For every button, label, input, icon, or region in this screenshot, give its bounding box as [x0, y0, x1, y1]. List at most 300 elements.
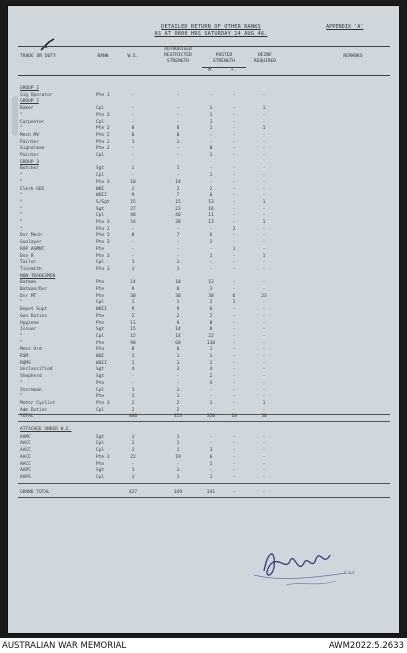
table-row [8, 347, 399, 353]
signature-caption: Capt [344, 571, 355, 576]
table-row [8, 254, 399, 260]
cell-rank: Pte [96, 320, 105, 326]
table-row [8, 120, 399, 126]
table-row [8, 300, 399, 306]
cell-name: Dsn R [20, 253, 34, 259]
cell-ar: 1 [176, 260, 180, 266]
group-heading [8, 160, 399, 166]
cell-name: " [20, 333, 23, 339]
cell-rank: Pte [96, 340, 105, 346]
table-row [8, 441, 399, 447]
cell-rank: Pte [96, 280, 105, 286]
cell-pf: - [232, 280, 236, 286]
cell-ar: 2 [176, 400, 180, 406]
grand-total-pm: 341 [206, 489, 216, 495]
cell-name: Gunlayer [20, 240, 42, 246]
cell-we: 30 [130, 293, 136, 299]
cell-dr: - [262, 233, 266, 239]
cell-name: " [20, 220, 23, 225]
cell-we: 90 [130, 340, 136, 346]
cell-dr: - [262, 354, 266, 359]
cell-ar: - [176, 461, 180, 467]
cell-rank: Sgt [96, 468, 105, 474]
footer-institution: AUSTRALIAN WAR MEMORIAL [2, 641, 127, 651]
table-row [8, 267, 399, 273]
cell-name: Motor Cyclist [20, 400, 56, 406]
cell-name: " [20, 394, 23, 400]
cell-rank: Pte [96, 287, 105, 292]
cell-name: Carpenter [20, 119, 45, 125]
cell-rank: Pte 3 [96, 233, 110, 239]
cell-ar: 323 [173, 414, 183, 420]
cell-pf: - [232, 407, 236, 413]
table-row [8, 187, 399, 193]
cell-rank: Sgt [96, 434, 105, 440]
cell-pf: - [232, 153, 236, 158]
cell-we: 54 [130, 220, 136, 225]
cell-we: 15 [130, 333, 136, 339]
cell-pm: 2 [209, 240, 213, 246]
total-rule [18, 483, 390, 484]
grand-total-name: GRAND TOTAL [20, 489, 50, 495]
col-header-posted-f: F. [231, 68, 237, 73]
cell-dr: - [262, 153, 266, 158]
cell-dr: - [262, 166, 266, 172]
cell-pm: 1 [209, 153, 213, 158]
cell-rank: Cpl [96, 448, 105, 454]
cell-dr: 30 [261, 414, 267, 420]
cell-rank: Pte [96, 461, 105, 467]
cell-ar: 1 [176, 434, 180, 440]
grand-total-we: 427 [128, 489, 138, 495]
table-row [8, 227, 399, 233]
cell-rank: Cpl [96, 213, 105, 219]
cell-ar: 40 [175, 213, 181, 219]
cell-rank: Pte 2 [96, 112, 110, 118]
col-header-deinf-2: REQUIRED [253, 59, 277, 64]
total-rule [18, 421, 390, 422]
cell-rank: WOI [96, 186, 105, 192]
cell-ar: - [176, 246, 180, 252]
cell-pm: 4 [209, 367, 213, 373]
cell-ar: - [176, 112, 180, 118]
cell-pf: - [232, 380, 236, 386]
cell-pf: - [232, 441, 236, 447]
cell-dr: - [262, 287, 266, 292]
cell-rank: WOI [96, 354, 105, 359]
cell-dr: 1 [262, 126, 266, 132]
cell-pm: - [209, 246, 213, 252]
cell-name: Mech MV [20, 132, 39, 138]
cell-name: Gen Duties [20, 313, 48, 319]
cell-ar: 18 [175, 179, 181, 185]
cell-we: 9 [131, 193, 135, 199]
cell-pf: 2 [232, 226, 236, 232]
cell-pm: 16 [208, 206, 214, 212]
cell-pm: - [209, 434, 213, 440]
cell-pf: 10 [231, 414, 237, 420]
table-row [8, 388, 399, 394]
cell-we: 2 [131, 313, 135, 319]
cell-we: 1 [131, 300, 135, 306]
cell-ar: 1 [176, 441, 180, 447]
cell-pf: - [232, 199, 236, 205]
cell-pm: 6 [209, 307, 213, 313]
table-row [8, 354, 399, 360]
cell-we: - [131, 253, 135, 259]
cell-we: 14 [130, 280, 136, 286]
cell-ar: - [176, 380, 180, 386]
cell-rank: Cpl [96, 260, 105, 266]
cell-name: " [20, 112, 23, 118]
footer-accession-number: AWM2022.5.2633 [328, 641, 404, 651]
cell-pm: - [209, 139, 213, 145]
cell-ar: 23 [175, 206, 181, 212]
cell-pm: 13 [208, 280, 214, 286]
cell-ar: 2 [176, 186, 180, 192]
cell-pf: - [232, 313, 236, 319]
cell-we: 1 [131, 474, 135, 480]
cell-pf: - [232, 400, 236, 406]
cell-ar: 19 [175, 454, 181, 460]
cell-ar: 14 [175, 327, 181, 333]
cell-dr: - [262, 173, 266, 179]
cell-ar: 1 [176, 266, 180, 272]
cell-dr: - [262, 179, 266, 185]
cell-dr: - [262, 92, 266, 98]
cell-we: 1 [131, 354, 135, 359]
cell-pm: - [209, 407, 213, 413]
cell-rank: Pte 3 [96, 454, 110, 460]
cell-we: 15 [130, 327, 136, 333]
cell-dr: - [262, 461, 266, 467]
cell-rank: Cpl [96, 407, 105, 413]
cell-pf: - [232, 132, 236, 138]
cell-pf: - [232, 347, 236, 353]
cell-ar: 1 [176, 354, 180, 359]
cell-rank: Pte 3 [96, 400, 110, 406]
table-row [8, 475, 399, 481]
cell-we: 8 [131, 233, 135, 239]
table-row [8, 381, 399, 387]
table-row [8, 133, 399, 139]
cell-we: - [131, 246, 135, 252]
cell-pm: 320 [206, 414, 216, 420]
cell-name: Shepherd [20, 374, 42, 380]
cell-we: 400 [128, 414, 138, 420]
cell-pf: - [232, 112, 236, 118]
cell-dr: - [262, 246, 266, 252]
cell-pf: - [232, 340, 236, 346]
cell-rank: Cpl [96, 333, 105, 339]
cell-we: 8 [131, 126, 135, 132]
cell-rank: Cpl [96, 173, 105, 179]
cell-rank: Sgt [96, 327, 105, 333]
table-row [8, 220, 399, 226]
table-row [8, 113, 399, 119]
cell-pm: 3 [209, 287, 213, 292]
table-row [8, 314, 399, 320]
cell-pf: - [232, 106, 236, 112]
cell-ar: 8 [176, 132, 180, 138]
grand-total-ar: 349 [173, 489, 183, 495]
cell-dr: - [262, 441, 266, 447]
cell-dr: - [262, 213, 266, 219]
cell-pf: - [232, 454, 236, 460]
cell-name: TOTAL [20, 414, 34, 420]
grand-total-dr: - [262, 489, 266, 495]
cell-name: GROUP 2 [20, 99, 39, 105]
cell-pm: 13 [208, 220, 214, 225]
cell-we: 1 [131, 468, 135, 474]
cell-pf: - [232, 186, 236, 192]
cell-we: - [131, 226, 135, 232]
table-row [8, 435, 399, 441]
cell-ar: 7 [176, 193, 180, 199]
cell-dr: 23 [261, 293, 267, 299]
grand-total-row [8, 490, 399, 496]
cell-pm: - [209, 266, 213, 272]
cell-rank: Pte [96, 394, 105, 400]
cell-rank: Pte 3 [96, 179, 110, 185]
cell-we: - [131, 380, 135, 386]
cell-name: NON-TRADESMEN [20, 273, 56, 279]
group-heading [8, 99, 399, 105]
cell-name: AACC [20, 461, 31, 467]
cell-we: 1 [131, 266, 135, 272]
cell-dr: - [262, 380, 266, 386]
cell-name: RQMS [20, 360, 31, 366]
cell-rank: Pte 3 [96, 240, 110, 246]
cell-dr: - [262, 146, 266, 152]
cell-pf: - [232, 206, 236, 212]
cell-name: Painter [20, 153, 39, 158]
cell-name: Baker [20, 106, 34, 112]
grand-total-pf: - [232, 489, 236, 495]
cell-name: Adm Duties [20, 407, 48, 413]
cell-pm: - [209, 92, 213, 98]
cell-dr: - [262, 448, 266, 454]
table-row [8, 374, 399, 380]
cell-pm: - [209, 387, 213, 393]
cell-name: " [20, 300, 23, 306]
cell-ar: - [176, 92, 180, 98]
cell-pm: 6 [209, 233, 213, 239]
cell-dr: - [262, 132, 266, 138]
cell-pm: - [209, 179, 213, 185]
cell-pm: - [209, 468, 213, 474]
table-row [8, 173, 399, 179]
cell-dr: 1 [262, 199, 266, 205]
table-row [8, 321, 399, 327]
cell-ar: - [176, 119, 180, 125]
cell-name: GROUP 3 [20, 159, 39, 165]
cell-name: GROUP I [20, 86, 39, 91]
cell-name: Tailor [20, 260, 37, 266]
cell-pm: 6 [209, 193, 213, 199]
cell-pf: - [232, 374, 236, 380]
table-row [8, 207, 399, 213]
cell-rank: Cpl [96, 153, 105, 158]
cell-pm: 8 [209, 327, 213, 333]
table-row [8, 233, 399, 239]
cell-we: 1 [131, 441, 135, 447]
cell-name: AACC [20, 441, 31, 447]
cell-ar: 1 [176, 139, 180, 145]
cell-dr: - [262, 313, 266, 319]
col-header-posted-1: POSTED [215, 53, 233, 58]
cell-we: - [131, 92, 135, 98]
cell-rank: Sgt [96, 374, 105, 380]
cell-dr: - [262, 454, 266, 460]
cell-pf: - [232, 327, 236, 333]
cell-ar: 3 [176, 367, 180, 373]
cell-pm: 1 [209, 474, 213, 480]
cell-pm: 2 [209, 313, 213, 319]
cell-pf: - [232, 448, 236, 454]
cell-we: 40 [130, 213, 136, 219]
cell-rank: Pte [96, 313, 105, 319]
cell-pm: 1 [209, 360, 213, 366]
cell-pf: - [232, 233, 236, 239]
cell-dr: - [262, 112, 266, 118]
cell-name: AACC [20, 448, 31, 454]
table-row [8, 146, 399, 152]
col-header-remarks: REMARKS [343, 54, 363, 59]
cell-dr: - [262, 226, 266, 232]
cell-name: Hygiene [20, 320, 39, 326]
cell-we: - [131, 153, 135, 158]
cell-ar: 2 [176, 407, 180, 413]
cell-we: - [131, 146, 135, 152]
table-row [8, 455, 399, 461]
cell-pm: 8 [209, 146, 213, 152]
cell-rank: Pte 2 [96, 226, 110, 232]
table-row [8, 180, 399, 186]
cell-ar: - [176, 240, 180, 246]
cell-we: 18 [130, 179, 136, 185]
cell-dr: - [262, 468, 266, 474]
cell-dr: - [262, 266, 266, 272]
cell-name: Depot Supt [20, 307, 48, 313]
cell-pm: 3 [209, 448, 213, 454]
cell-pf: - [232, 307, 236, 313]
cell-we: 8 [131, 347, 135, 353]
cell-pm: 13 [208, 199, 214, 205]
cell-dr: - [262, 474, 266, 480]
table-row [8, 106, 399, 112]
cell-ar: 14 [175, 333, 181, 339]
cell-name: " [20, 340, 23, 346]
cell-pf: - [232, 193, 236, 199]
cell-name: AAPC [20, 468, 31, 474]
table-row [8, 408, 399, 414]
cell-pm: 1 [209, 173, 213, 179]
table-row [8, 140, 399, 146]
cell-name: Unclassified [20, 367, 53, 373]
cell-we: 1 [131, 260, 135, 266]
cell-rank: Pte 3 [96, 220, 110, 225]
cell-we: 15 [130, 199, 136, 205]
cell-pm: - [209, 166, 213, 172]
cell-name: " [20, 206, 23, 212]
cell-ar: 1 [176, 474, 180, 480]
col-header-posted-m: M. [208, 68, 214, 73]
cell-dr: - [262, 320, 266, 326]
cell-dr: - [262, 374, 266, 380]
cell-name: Issuer [20, 327, 37, 333]
group-heading [8, 86, 399, 92]
cell-name: AAMC [20, 434, 31, 440]
cell-we: 22 [130, 454, 136, 460]
cell-we: 1 [131, 387, 135, 393]
cell-name: AACC [20, 454, 31, 460]
cell-rank: Pte 3 [96, 266, 110, 272]
cell-ar: 1 [176, 387, 180, 393]
cell-we: 27 [130, 206, 136, 212]
cell-pf: - [232, 434, 236, 440]
document-header [8, 16, 399, 46]
cell-rank: Cpl [96, 441, 105, 447]
cell-name: Storeman [20, 387, 42, 393]
cell-rank: WOII [96, 307, 107, 313]
group-heading [8, 274, 399, 280]
cell-dr: - [262, 193, 266, 199]
table-row [8, 307, 399, 313]
total-row [8, 414, 399, 420]
cell-ar: 7 [176, 233, 180, 239]
cell-pf: - [232, 146, 236, 152]
cell-dr: - [262, 206, 266, 212]
cell-name: Tinsmith [20, 266, 42, 272]
cell-name: " [20, 199, 23, 205]
cell-we: 1 [131, 434, 135, 440]
cell-pm: 1 [209, 119, 213, 125]
cell-we: - [131, 374, 135, 380]
cell-ar: - [176, 153, 180, 158]
cell-pf: - [232, 320, 236, 326]
cell-pf: 1 [232, 246, 236, 252]
table-row [8, 448, 399, 454]
cell-rank: S/Sgt [96, 199, 110, 205]
cell-pm: 6 [209, 454, 213, 460]
cell-dr: - [262, 367, 266, 373]
cell-pf: - [232, 179, 236, 185]
cell-name: " [20, 380, 23, 386]
cell-name: Signalman [20, 146, 45, 152]
cell-pm: 1 [209, 253, 213, 259]
cell-name: Butcher [20, 166, 39, 172]
cell-ar: 1 [176, 394, 180, 400]
cell-dr: - [262, 260, 266, 266]
cell-dr: 1 [262, 106, 266, 112]
cell-pm: - [209, 226, 213, 232]
cell-ar: 1 [176, 468, 180, 474]
cell-name: Sig Operator [20, 92, 53, 98]
cell-pm: - [209, 394, 213, 400]
cell-ar: 30 [175, 293, 181, 299]
cell-ar: 60 [175, 340, 181, 346]
cell-rank: Pte 1 [96, 92, 110, 98]
cell-pm: 130 [206, 340, 216, 346]
cell-pf: - [232, 173, 236, 179]
cell-ar: 9 [176, 307, 180, 313]
document-title: DETAILED RETURN OF OTHER RANKS [161, 24, 261, 30]
col-header-authorised-1: AUTHORISED [164, 47, 192, 52]
cell-we: - [131, 106, 135, 112]
cell-pf: - [232, 220, 236, 225]
cell-ar: - [176, 146, 180, 152]
